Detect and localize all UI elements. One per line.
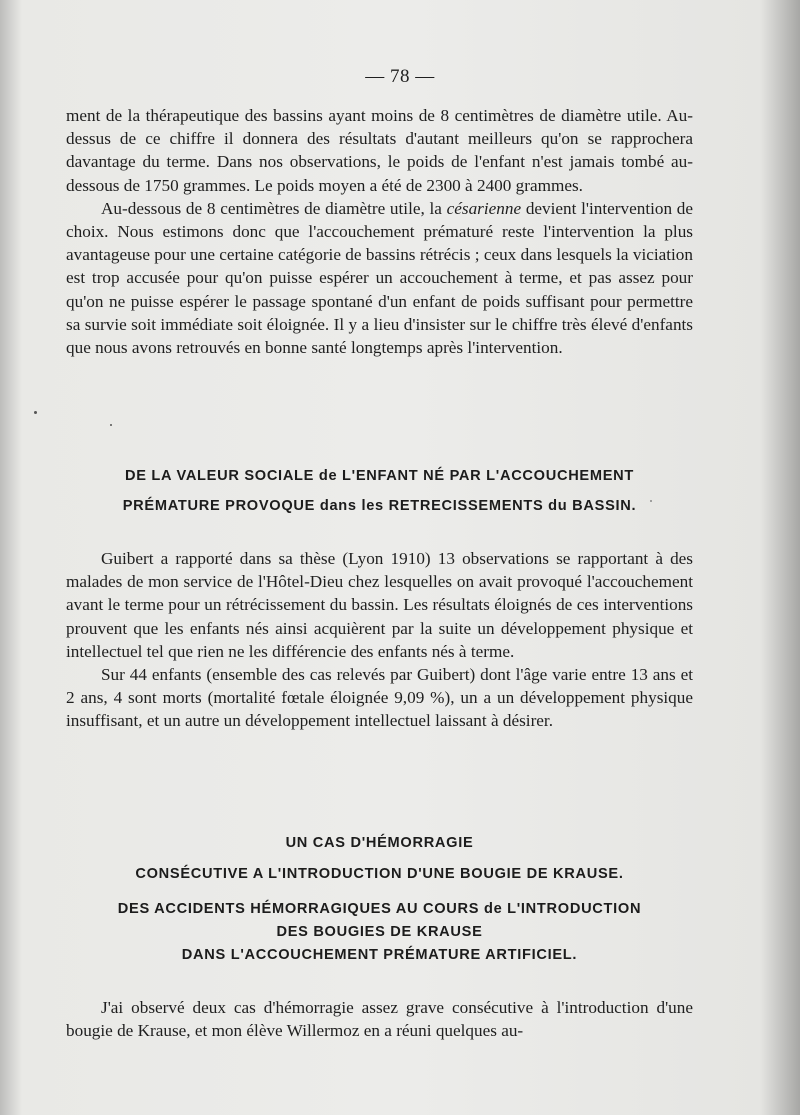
heading-line: DE LA VALEUR SOCIALE de L'ENFANT NÉ PAR L'ACCOUCHEMENT bbox=[124, 468, 635, 484]
italic-term: césarienne bbox=[446, 198, 522, 218]
text-run: devient l'intervention de choix. Nous estimons donc que l'accouchement prématuré reste l'intervention la plus avantageuse pour une certaine catégorie de bassins rétrécis ; ceux dans lesquels la viciation est trop accusée pour qu'on puisse espérer un accouchement à terme, et pas assez pour qu'on ne puisse espérer le passage spontané d'un enfant de poids suffisant pour permettre sa survie soit immédiate soit éloignée. Il y a lieu d'insister sur le chiffre très élevé d'enfants que nous avons retrouvés en bonne santé longtemps après l'intervention. bbox=[66, 198, 694, 358]
text-run: Au-dessous de 8 centimètres de diamètre utile, la bbox=[101, 198, 447, 218]
section-heading-accidents bbox=[66, 898, 693, 967]
intro-text bbox=[66, 104, 693, 359]
paragraph: Guibert a rapporté dans sa thèse (Lyon 1910) 13 observations se rapportant à des malades de mon service de l'Hôtel-Dieu chez lesquelles on avait provoqué l'accouchement avant le terme pour un rétrécissement du bassin. Les résultats éloignés de ces interventions prouvent que les enfants nés ainsi acquièrent par la suite un développement physique et intellectuel tel que rien ne les différencie des enfants nés à terme. bbox=[66, 549, 693, 661]
heading-line: PRÉMATURE PROVOQUE dans les RETRECISSEMENTS du BASSIN. bbox=[122, 498, 637, 514]
paragraph: J'ai observé deux cas d'hémorragie assez grave consécutive à l'introduction d'une bougie de Krause, et mon élève Willermoz en a réuni quelques au- bbox=[66, 998, 693, 1041]
scan-speck bbox=[650, 500, 652, 502]
page-number: — 78 — bbox=[365, 66, 435, 87]
paragraph-continuation: ment de la thérapeutique des bassins ayant moins de 8 centimètres de diamètre utile. Au-dessus de ce chiffre il donnera des résultats d'autant meilleurs qu'on se rapprochera davantage du terme. Dans nos observations, le poids de l'enfant n'est jamais tombé au-dessous de 1750 grammes. Le poids moyen a été de 2300 à 2400 grammes. bbox=[66, 106, 693, 195]
section-3-text bbox=[66, 996, 693, 1042]
paragraph: Sur 44 enfants (ensemble des cas relevés par Guibert) dont l'âge varie entre 13 ans et 2 ans, 4 sont morts (mortalité fœtale éloignée 9,09 %), un a un développement physique insuffisant, et un autre un développement intellectuel laissant à désirer. bbox=[66, 665, 693, 731]
scan-speck bbox=[34, 411, 37, 414]
paragraph-cesarienne bbox=[66, 197, 693, 359]
section-1-text bbox=[66, 547, 693, 733]
section-heading-hemorragie bbox=[66, 828, 693, 890]
heading-line: DES ACCIDENTS HÉMORRAGIQUES AU COURS de L'INTRODUCTION bbox=[117, 901, 642, 917]
heading-line: UN CAS D'HÉMORRAGIE bbox=[285, 835, 474, 851]
heading-line: CONSÉCUTIVE A L'INTRODUCTION D'UNE BOUGIE DE KRAUSE. bbox=[135, 866, 624, 882]
heading-line: DES BOUGIES DE KRAUSE bbox=[276, 924, 483, 940]
scan-speck bbox=[110, 424, 112, 426]
heading-line: DANS L'ACCOUCHEMENT PRÉMATURE ARTIFICIEL. bbox=[181, 947, 578, 963]
section-heading-valeur-sociale bbox=[66, 461, 693, 521]
